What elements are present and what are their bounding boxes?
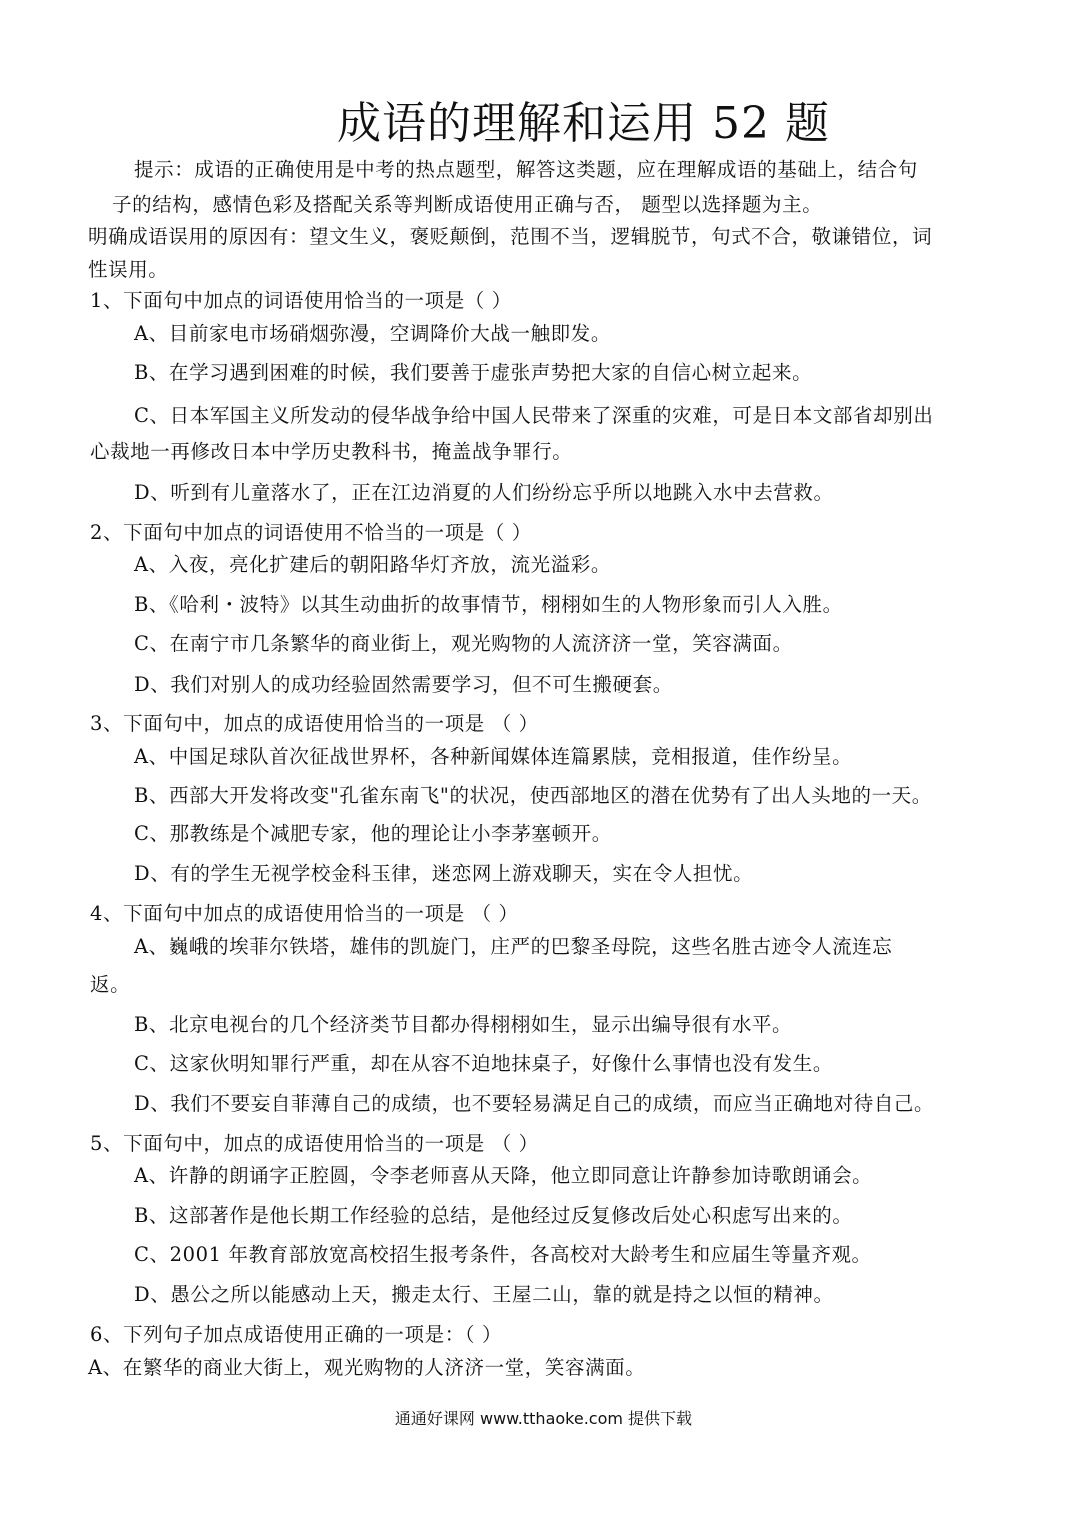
q6-stem: 6、下列句子加点成语使用正确的一项是：（ ）: [90, 1323, 503, 1346]
intro-line-2: 子的结构，感情色彩及搭配关系等判断成语使用正确与否， 题型以选择题为主。: [112, 193, 823, 216]
q5-stem: 5、下面句中，加点的成语使用恰当的一项是 （ ）: [90, 1132, 539, 1155]
q2-option-a: A、入夜，亮化扩建后的朝阳路华灯齐放，流光溢彩。: [134, 553, 611, 576]
q4-option-a-line1: A、巍峨的埃菲尔铁塔，雄伟的凯旋门，庄严的巴黎圣母院，这些名胜古迹令人流连忘: [134, 935, 893, 958]
intro-line-1: 提示：成语的正确使用是中考的热点题型，解答这类题，应在理解成语的基础上，结合句: [134, 158, 918, 181]
q3-stem: 3、下面句中，加点的成语使用恰当的一项是 （ ）: [90, 712, 539, 735]
q5-option-b: B、这部著作是他长期工作经验的总结，是他经过反复修改后处心积虑写出来的。: [134, 1204, 853, 1227]
q2-option-b: B、《哈利・波特》以其生动曲折的故事情节，栩栩如生的人物形象而引人入胜。: [134, 593, 843, 616]
q1-option-c-line1: C、日本军国主义所发动的侵华战争给中国人民带来了深重的灾难，可是日本文部省却别出: [134, 404, 934, 427]
q3-option-d: D、有的学生无视学校金科玉律，迷恋网上游戏聊天，实在令人担忧。: [134, 862, 754, 885]
q3-option-c: C、那教练是个减肥专家，他的理论让小李茅塞顿开。: [134, 822, 612, 845]
q1-stem: 1、下面句中加点的词语使用恰当的一项是（ ）: [90, 289, 512, 312]
page-footer: 通通好课网 www.tthaoke.com 提供下载: [394, 1409, 693, 1428]
q4-option-a-line2: 返。: [90, 973, 131, 996]
intro-line-3: 明确成语误用的原因有：望文生义，褒贬颠倒，范围不当，逻辑脱节，句式不合，敬谦错位，词: [88, 225, 933, 248]
q4-stem: 4、下面句中加点的成语使用恰当的一项是 （ ）: [90, 902, 519, 925]
q5-option-a: A、许静的朗诵字正腔圆，令李老师喜从天降，他立即同意让许静参加诗歌朗诵会。: [134, 1164, 873, 1187]
q4-option-c: C、这家伙明知罪行严重，却在从容不迫地抹桌子，好像什么事情也没有发生。: [134, 1052, 833, 1075]
q1-option-a: A、目前家电市场硝烟弥漫，空调降价大战一触即发。: [134, 322, 611, 345]
q1-option-b: B、在学习遇到困难的时候，我们要善于虚张声势把大家的自信心树立起来。: [134, 361, 813, 384]
q4-option-b: B、北京电视台的几个经济类节目都办得栩栩如生，显示出编导很有水平。: [134, 1013, 793, 1036]
intro-line-4: 性误用。: [88, 258, 169, 281]
q1-option-d: D、听到有儿童落水了，正在江边消夏的人们纷纷忘乎所以地跳入水中去营救。: [134, 481, 834, 504]
q2-option-c: C、在南宁市几条繁华的商业街上，观光购物的人流济济一堂，笑容满面。: [134, 632, 793, 655]
q2-option-d: D、我们对别人的成功经验固然需要学习，但不可生搬硬套。: [134, 673, 673, 696]
q5-option-d: D、愚公之所以能感动上天，搬走太行、王屋二山，靠的就是持之以恒的精神。: [134, 1283, 834, 1306]
page-title: 成语的理解和运用 52 题: [337, 98, 830, 149]
q2-stem: 2、下面句中加点的词语使用不恰当的一项是（ ）: [90, 521, 532, 544]
q3-option-b: B、西部大开发将改变"孔雀东南飞"的状况，使西部地区的潜在优势有了出人头地的一天。: [134, 784, 932, 807]
q1-option-c-line2: 心裁地一再修改日本中学历史教科书，掩盖战争罪行。: [90, 440, 573, 463]
q6-option-a: A、在繁华的商业大街上，观光购物的人济济一堂，笑容满面。: [88, 1356, 646, 1379]
q5-option-c: C、2001 年教育部放宽高校招生报考条件，各高校对大龄考生和应届生等量齐观。: [134, 1243, 872, 1266]
q3-option-a: A、中国足球队首次征战世界杯，各种新闻媒体连篇累牍，竞相报道，佳作纷呈。: [134, 745, 853, 768]
q4-option-d: D、我们不要妄自菲薄自己的成绩，也不要轻易满足自己的成绩，而应当正确地对待自己。: [134, 1092, 935, 1115]
